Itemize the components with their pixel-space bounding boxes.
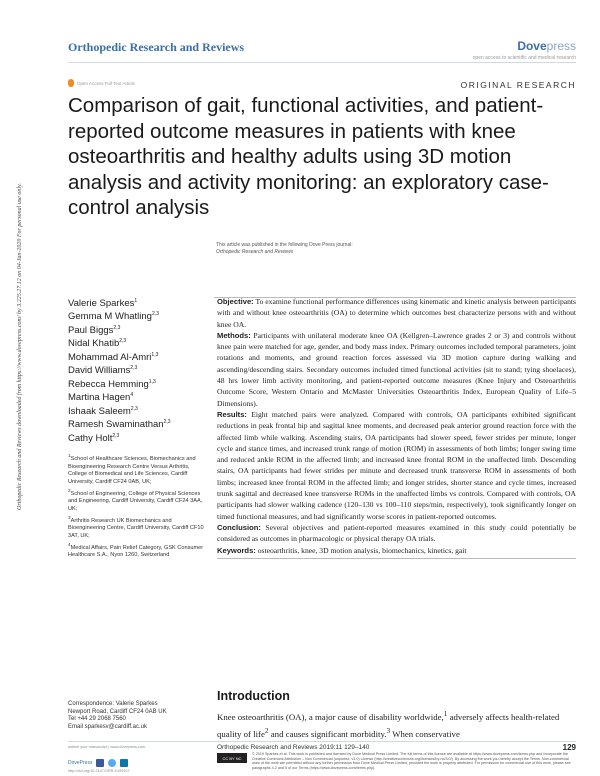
affiliation-text: Arthritis Research UK Biomechanics and Bioengineering Centre, Cardiff University, Cardiff CF10 3AT, UK; bbox=[68, 517, 204, 539]
page-number: 129 bbox=[562, 743, 576, 752]
author-affiliation-sup: 2,3 bbox=[113, 324, 121, 331]
open-access-badge bbox=[68, 79, 135, 87]
journal-citation: Orthopedic Research and Reviews 2019:11 129–140 bbox=[217, 744, 370, 751]
abstract-keywords bbox=[217, 545, 576, 556]
author-name-text: Valerie Sparkes bbox=[68, 298, 135, 310]
abstract-results bbox=[217, 409, 576, 522]
objective-text: To examine functional performance differences using kinematic and kinetic analysis between participants with and without knee osteoarthritis (OA) to determine which outcomes best characterize persons with and without knee OA. bbox=[217, 297, 576, 329]
publisher-logo[interactable] bbox=[517, 39, 576, 53]
correspondence-phone: Tel +44 29 2068 7560 bbox=[68, 716, 126, 723]
affiliation-item bbox=[68, 487, 208, 514]
affiliation-text: Medical Affairs, Pain Relief Category, GSK Consumer Healthcare S.A., Nyon 1260, Switzerland bbox=[68, 544, 204, 559]
conclusion-text: Several objectives and patient-reported measures examined in this study could potentially be considered as outcomes in pharmacologic or physical therapy OA trials. bbox=[217, 522, 576, 544]
author-name[interactable] bbox=[68, 309, 208, 322]
abstract bbox=[217, 296, 576, 559]
author-name-text: Martina Hagen bbox=[68, 392, 131, 404]
author-affiliation-sup: 2,3 bbox=[112, 432, 120, 439]
author-name-text: Gemma M Whatling bbox=[68, 311, 152, 323]
affiliation-item bbox=[68, 514, 208, 541]
conclusion-label: Conclusion: bbox=[217, 522, 261, 532]
author-name[interactable] bbox=[68, 431, 208, 444]
citation-2[interactable]: 2 bbox=[264, 725, 269, 735]
author-affiliation-sup: 4 bbox=[130, 392, 134, 399]
correspondence-address: Newport Road, Cardiff CF24 0AB UK bbox=[68, 708, 167, 715]
abstract-objective bbox=[217, 296, 576, 330]
author-name[interactable] bbox=[68, 363, 208, 376]
author-affiliation-sup: 2,3 bbox=[130, 365, 138, 372]
keywords-label: Keywords: bbox=[217, 545, 256, 555]
creative-commons-badge[interactable]: CC BY NC bbox=[217, 753, 247, 763]
facebook-icon[interactable] bbox=[96, 759, 104, 767]
author-name-text: Paul Biggs bbox=[68, 325, 114, 337]
author-name[interactable] bbox=[68, 323, 208, 336]
objective-label: Objective: bbox=[217, 297, 254, 306]
linkedin-icon[interactable] bbox=[120, 759, 128, 767]
intro-text-c: and causes significant morbidity. bbox=[268, 728, 387, 739]
correspondence bbox=[68, 701, 208, 732]
author-affiliation-sup: 1,3 bbox=[151, 351, 159, 358]
header-rule bbox=[68, 62, 576, 63]
correspondence-name: Correspondence: Valerie Sparkes bbox=[68, 701, 158, 707]
twitter-icon[interactable] bbox=[108, 759, 116, 767]
publication-note-line: This article was published in the following Dove Press journal: bbox=[216, 242, 353, 248]
journal-name: Orthopedic Research and Reviews bbox=[68, 40, 245, 54]
author-name-text: David Williams bbox=[68, 365, 131, 377]
open-access-icon bbox=[68, 79, 74, 87]
publication-note bbox=[216, 242, 466, 256]
abstract-conclusion bbox=[217, 522, 576, 545]
dovepress-brand[interactable]: DovePress bbox=[68, 760, 93, 766]
affiliation-text: School of Healthcare Sciences, Biomechanics and Bioengineering Research Centre Versus Arthritis, College of Biomedical and Life Sciences, Cardiff University, Cardiff CF24 0AB, UK; bbox=[68, 455, 196, 485]
author-name-text: Ramesh Swaminathan bbox=[68, 419, 164, 431]
author-name-text: Ishaak Saleem bbox=[68, 405, 131, 417]
submit-link[interactable]: submit your manuscript | www.dovepress.com bbox=[68, 745, 146, 749]
abstract-methods bbox=[217, 330, 576, 409]
author-list bbox=[68, 296, 208, 444]
author-affiliation-sup: 2,3 bbox=[151, 311, 159, 318]
open-access-label: Open Access Full Text Article bbox=[77, 80, 135, 86]
intro-text-a: Knee osteoarthritis (OA), a major cause of disability worldwide, bbox=[217, 711, 444, 722]
keywords-text: osteoarthritis, knee, 3D motion analysis, biomechanics, kinetics, gait bbox=[257, 545, 467, 555]
author-name-text: Nidal Khatib bbox=[68, 338, 120, 350]
footer-rule bbox=[68, 741, 576, 742]
publisher-tagline: open access to scientific and medical research bbox=[472, 55, 576, 61]
correspondence-email[interactable]: Email sparkesv@cardiff.ac.uk bbox=[68, 724, 148, 731]
methods-text: Participants with unilateral moderate knee OA (Kellgren–Lawrence grades 2 or 3) and controls without knee pain were matched for age, gender, and body mass index. Primary outcomes included temporal parameters, joint rotations and moments, and ground reaction forces assessed via 3D motion capture during walking and ascending/descending stairs. Secondary outcomes included timed functional activities (sit to stand; tying shoelaces), 48 hrs lower limb activity monitoring, and patient-reported outcome measures (Knee Injury and Osteoarthritis Outcome Score, Western Ontario and McMaster Universities Osteoarthritis Index, European Quality of Life–5 Dimensions). bbox=[217, 330, 577, 408]
intro-text-b: adversely affects health-related quality of life bbox=[217, 711, 560, 739]
affiliation-sup: 2 bbox=[68, 487, 71, 493]
results-text: Eight matched pairs were analyzed. Compared with controls, OA participants exhibited significant reductions in peak frontal hip and sagittal knee moments, and decreased peak anterior ground reaction force with the affected limb while walking. Ascending stairs, OA participants had slower speed, fewer strides per minute, longer cycle and stance times, and increased trunk range of motion (ROM) in assessments of both limbs; longer swing time and reduced ankle ROM in the affected limb; and increased knee frontal ROM in the unaffected limb. Descending stairs, OA participants had fewer strides per minute and decreased trunk transverse ROM in assessments of both limbs; increased knee frontal ROM in the affected limb; and longer strides, shorter stance and cycle times, increased trunk sagittal and decreased knee transverse ROMs in the unaffected limbs vs controls. Compared with controls, OA participants had slower walking cadence (120–130 vs 100–110 steps/min, respectively), took significantly longer on timed functional measures, and had significantly worse scores in patient-reported outcomes. bbox=[217, 409, 577, 521]
affiliations bbox=[68, 452, 208, 560]
publisher-logo-light: press bbox=[546, 39, 576, 53]
article-type: ORIGINAL RESEARCH bbox=[460, 80, 576, 90]
methods-label: Methods: bbox=[217, 330, 251, 340]
license-text: © 2019 Sparkes et al. This work is published and licensed by Dove Medical Press Limited. The full terms of this license are available at https://www.dovepress.com/terms.php and incorporate the Creative Commons Attribution – Non Commercial (unported, v3.0) License (http://creativecommons.org/licenses/by-nc/3.0/). By accessing the work you hereby accept the Terms. Non-commercial uses of the work are permitted without any further permission from Dove Medical Press Limited, provided the work is properly attributed. For permission for commercial use of this work, please see paragraphs 4.2 and 5 of our Terms (https://www.dovepress.com/terms.php). bbox=[252, 752, 571, 770]
abstract-rule bbox=[217, 558, 576, 559]
author-affiliation-sup: 1 bbox=[134, 298, 138, 304]
affiliation-item bbox=[68, 541, 208, 560]
affiliation-sup: 3 bbox=[68, 514, 71, 520]
affiliation-text: School of Engineering, College of Physical Sciences and Engineering, Cardiff University, Cardiff CF24 3AA, UK; bbox=[68, 490, 203, 512]
side-download-text: Orthopedic Research and Reviews downloaded from https://www.dovepress.com/ by 3.225.27.12 on 04-Jun-2020 For personal use only. bbox=[17, 183, 23, 510]
citation-1[interactable]: 1 bbox=[443, 709, 448, 718]
section-heading-introduction: Introduction bbox=[217, 689, 290, 703]
author-name[interactable] bbox=[68, 377, 208, 390]
citation-3[interactable]: 3 bbox=[386, 725, 391, 735]
author-affiliation-sup: 2,3 bbox=[163, 419, 171, 426]
affiliation-sup: 1 bbox=[68, 453, 71, 458]
affiliation-item bbox=[68, 452, 208, 487]
publisher-logo-bold: Dove bbox=[517, 39, 547, 53]
article-title: Comparison of gait, functional activities, and patient-reported outcome measures in patients with knee osteoarthritis and healthy adults using 3D motion analysis and activity monitoring: an exploratory case-control analysis bbox=[68, 94, 549, 219]
author-affiliation-sup: 2,3 bbox=[119, 338, 127, 345]
author-name-text: Rebecca Hemming bbox=[68, 378, 149, 390]
author-name[interactable] bbox=[68, 296, 208, 309]
author-affiliation-sup: 1,3 bbox=[148, 378, 156, 385]
intro-text-d: When conservative bbox=[390, 728, 460, 739]
author-name[interactable] bbox=[68, 404, 208, 417]
author-name[interactable] bbox=[68, 336, 208, 349]
introduction-text bbox=[217, 707, 576, 741]
publication-note-journal: Orthopedic Research and Reviews bbox=[216, 249, 294, 255]
author-name[interactable] bbox=[68, 350, 208, 363]
social-links bbox=[68, 759, 128, 767]
author-name[interactable] bbox=[68, 390, 208, 403]
author-affiliation-sup: 2,3 bbox=[130, 405, 138, 412]
affiliation-sup: 4 bbox=[68, 541, 71, 547]
doi-link[interactable]: http://doi.org/10.2147/ORR.S199107 bbox=[68, 769, 130, 773]
author-name[interactable] bbox=[68, 417, 208, 430]
results-label: Results: bbox=[217, 409, 247, 419]
author-name-text: Cathy Holt bbox=[68, 432, 113, 444]
author-name-text: Mohammad Al-Amri bbox=[68, 351, 152, 363]
